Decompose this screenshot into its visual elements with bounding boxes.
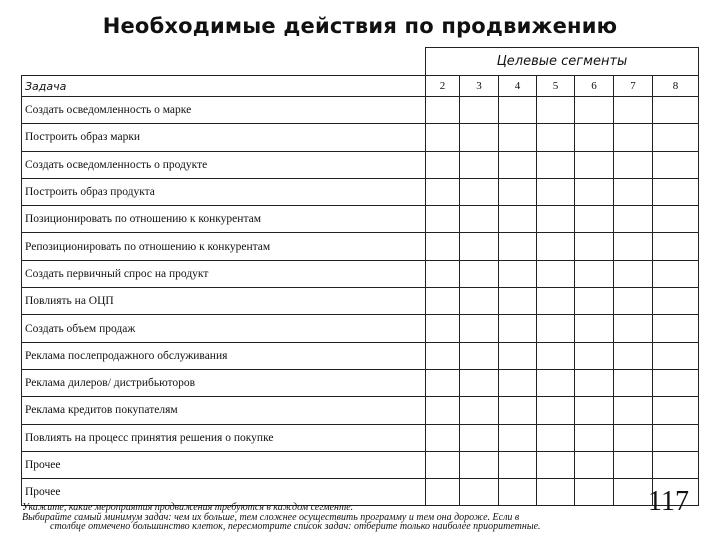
segment-number: 6 [575, 76, 614, 97]
table-row [22, 206, 699, 233]
table-row [22, 424, 699, 451]
segment-cell[interactable] [499, 260, 537, 287]
footer-instructions [22, 503, 698, 532]
segment-cell[interactable] [653, 424, 699, 451]
segment-cell[interactable] [614, 397, 653, 424]
segment-cell[interactable] [499, 369, 537, 396]
segment-cell[interactable] [575, 397, 614, 424]
segments-header: Целевые сегменты [426, 48, 699, 76]
table-row [22, 97, 699, 124]
segment-cell[interactable] [426, 479, 460, 506]
segment-cell[interactable] [537, 288, 575, 315]
task-name: Создать осведомленность о продукте [22, 151, 426, 178]
segment-cell[interactable] [499, 288, 537, 315]
segment-cell[interactable] [460, 260, 499, 287]
task-name: Прочее [22, 479, 426, 506]
segment-cell[interactable] [575, 151, 614, 178]
table-row [22, 342, 699, 369]
segment-cell[interactable] [537, 178, 575, 205]
page-number: 117 [648, 486, 689, 517]
segment-cell[interactable] [614, 424, 653, 451]
segment-cell[interactable] [460, 124, 499, 151]
footer-line: столбце отмечено большинство клеток, пересмотрите список задач: отберите только наиболее приоритетные. [50, 521, 541, 532]
table-row [22, 397, 699, 424]
table-row [22, 369, 699, 396]
segment-cell[interactable] [499, 424, 537, 451]
task-name: Повлиять на ОЦП [22, 288, 426, 315]
segment-cell[interactable] [575, 178, 614, 205]
task-name: Повлиять на процесс принятия решения о покупке [22, 424, 426, 451]
segment-cell[interactable] [614, 260, 653, 287]
task-name: Репозиционировать по отношению к конкурентам [22, 233, 426, 260]
segment-cell[interactable] [426, 397, 460, 424]
segment-cell[interactable] [460, 288, 499, 315]
segment-cell[interactable] [426, 178, 460, 205]
segment-cell[interactable] [614, 178, 653, 205]
segment-cell[interactable] [537, 369, 575, 396]
segment-cell[interactable] [426, 260, 460, 287]
segment-cell[interactable] [460, 315, 499, 342]
segment-cell[interactable] [426, 315, 460, 342]
segment-cell[interactable] [653, 288, 699, 315]
table-row [22, 451, 699, 478]
segment-cell[interactable] [537, 397, 575, 424]
segment-number: 2 [426, 76, 460, 97]
segment-cell[interactable] [426, 424, 460, 451]
segment-cell[interactable] [499, 315, 537, 342]
segment-cell[interactable] [537, 97, 575, 124]
segment-cell[interactable] [537, 206, 575, 233]
segment-cell[interactable] [653, 97, 699, 124]
segment-cell[interactable] [537, 424, 575, 451]
segment-cell[interactable] [426, 451, 460, 478]
table-row [22, 233, 699, 260]
task-name: Позиционировать по отношению к конкурентам [22, 206, 426, 233]
segment-cell[interactable] [460, 479, 499, 506]
task-column-header: Задача [22, 76, 426, 97]
task-name: Создать объем продаж [22, 315, 426, 342]
segment-cell[interactable] [499, 479, 537, 506]
segment-cell[interactable] [460, 178, 499, 205]
segment-cell[interactable] [614, 288, 653, 315]
segment-cell[interactable] [460, 424, 499, 451]
segment-cell[interactable] [653, 233, 699, 260]
table-row [22, 151, 699, 178]
segment-cell[interactable] [537, 315, 575, 342]
segment-cell[interactable] [460, 233, 499, 260]
segment-cell[interactable] [499, 151, 537, 178]
segment-cell[interactable] [460, 369, 499, 396]
segment-cell[interactable] [499, 397, 537, 424]
footer-line: Выбирайте самый минимум задач: чем их больше, тем сложнее осуществить программу и тем она дороже. Если в [22, 511, 520, 523]
table-row [22, 260, 699, 287]
segment-cell[interactable] [499, 451, 537, 478]
segment-cell[interactable] [537, 451, 575, 478]
footer-line: Укажите, какие мероприятия продвижения требуются в каждом сегменте. [22, 502, 354, 513]
segment-cell[interactable] [426, 151, 460, 178]
segment-cell[interactable] [653, 206, 699, 233]
segment-cell[interactable] [653, 342, 699, 369]
segment-cell[interactable] [614, 151, 653, 178]
segment-cell[interactable] [537, 479, 575, 506]
segment-cell[interactable] [653, 178, 699, 205]
segment-cell[interactable] [575, 260, 614, 287]
segment-cell[interactable] [614, 97, 653, 124]
task-name: Построить образ продукта [22, 178, 426, 205]
segment-cell[interactable] [614, 342, 653, 369]
segment-cell[interactable] [499, 342, 537, 369]
segment-cell[interactable] [499, 178, 537, 205]
segment-cell[interactable] [426, 369, 460, 396]
segment-cell[interactable] [460, 206, 499, 233]
segment-cell[interactable] [575, 479, 614, 506]
segment-cell[interactable] [499, 206, 537, 233]
segment-cell[interactable] [575, 124, 614, 151]
segment-cell[interactable] [575, 342, 614, 369]
segment-cell[interactable] [426, 97, 460, 124]
table-row [22, 315, 699, 342]
table-corner [22, 48, 426, 76]
segment-cell[interactable] [614, 124, 653, 151]
task-name: Реклама послепродажного обслуживания [22, 342, 426, 369]
promotion-actions-table [21, 47, 699, 506]
page-title: Необходимые действия по продвижению [102, 14, 618, 38]
segment-cell[interactable] [575, 288, 614, 315]
segment-number: 5 [537, 76, 575, 97]
table-row [22, 288, 699, 315]
segment-cell[interactable] [653, 151, 699, 178]
segment-cell[interactable] [499, 233, 537, 260]
segment-cell[interactable] [537, 233, 575, 260]
segment-cell[interactable] [575, 451, 614, 478]
segment-cell[interactable] [653, 369, 699, 396]
segment-cell[interactable] [460, 397, 499, 424]
segment-number: 4 [499, 76, 537, 97]
segment-cell[interactable] [537, 342, 575, 369]
segment-cell[interactable] [426, 206, 460, 233]
segment-number: 7 [614, 76, 653, 97]
segment-cell[interactable] [575, 233, 614, 260]
task-name: Создать осведомленность о марке [22, 97, 426, 124]
segment-cell[interactable] [460, 342, 499, 369]
segment-cell[interactable] [653, 124, 699, 151]
segment-cell[interactable] [575, 97, 614, 124]
segment-cell[interactable] [426, 342, 460, 369]
segment-cell[interactable] [653, 315, 699, 342]
task-name: Реклама кредитов покупателям [22, 397, 426, 424]
task-name: Создать первичный спрос на продукт [22, 260, 426, 287]
table-row [22, 124, 699, 151]
segment-cell[interactable] [614, 479, 653, 506]
segment-cell[interactable] [460, 151, 499, 178]
segment-cell[interactable] [614, 451, 653, 478]
task-name: Прочее [22, 451, 426, 478]
segment-cell[interactable] [499, 97, 537, 124]
segment-cell[interactable] [653, 397, 699, 424]
segment-cell[interactable] [426, 124, 460, 151]
segment-cell[interactable] [614, 315, 653, 342]
segment-cell[interactable] [499, 124, 537, 151]
segment-cell[interactable] [575, 315, 614, 342]
segment-cell[interactable] [614, 206, 653, 233]
segment-cell[interactable] [537, 124, 575, 151]
segment-number: 3 [460, 76, 499, 97]
segment-cell[interactable] [460, 451, 499, 478]
segment-cell[interactable] [653, 451, 699, 478]
segment-cell[interactable] [460, 97, 499, 124]
segment-cell[interactable] [653, 260, 699, 287]
segment-cell[interactable] [575, 206, 614, 233]
segment-cell[interactable] [537, 151, 575, 178]
segment-cell[interactable] [426, 288, 460, 315]
segment-cell[interactable] [426, 233, 460, 260]
segment-cell[interactable] [575, 369, 614, 396]
task-name: Реклама дилеров/ дистрибьюторов [22, 369, 426, 396]
table-row [22, 178, 699, 205]
segment-cell[interactable] [537, 260, 575, 287]
task-name: Построить образ марки [22, 124, 426, 151]
segment-number: 8 [653, 76, 699, 97]
segment-cell[interactable] [575, 424, 614, 451]
segment-cell[interactable] [614, 233, 653, 260]
segment-cell[interactable] [614, 369, 653, 396]
